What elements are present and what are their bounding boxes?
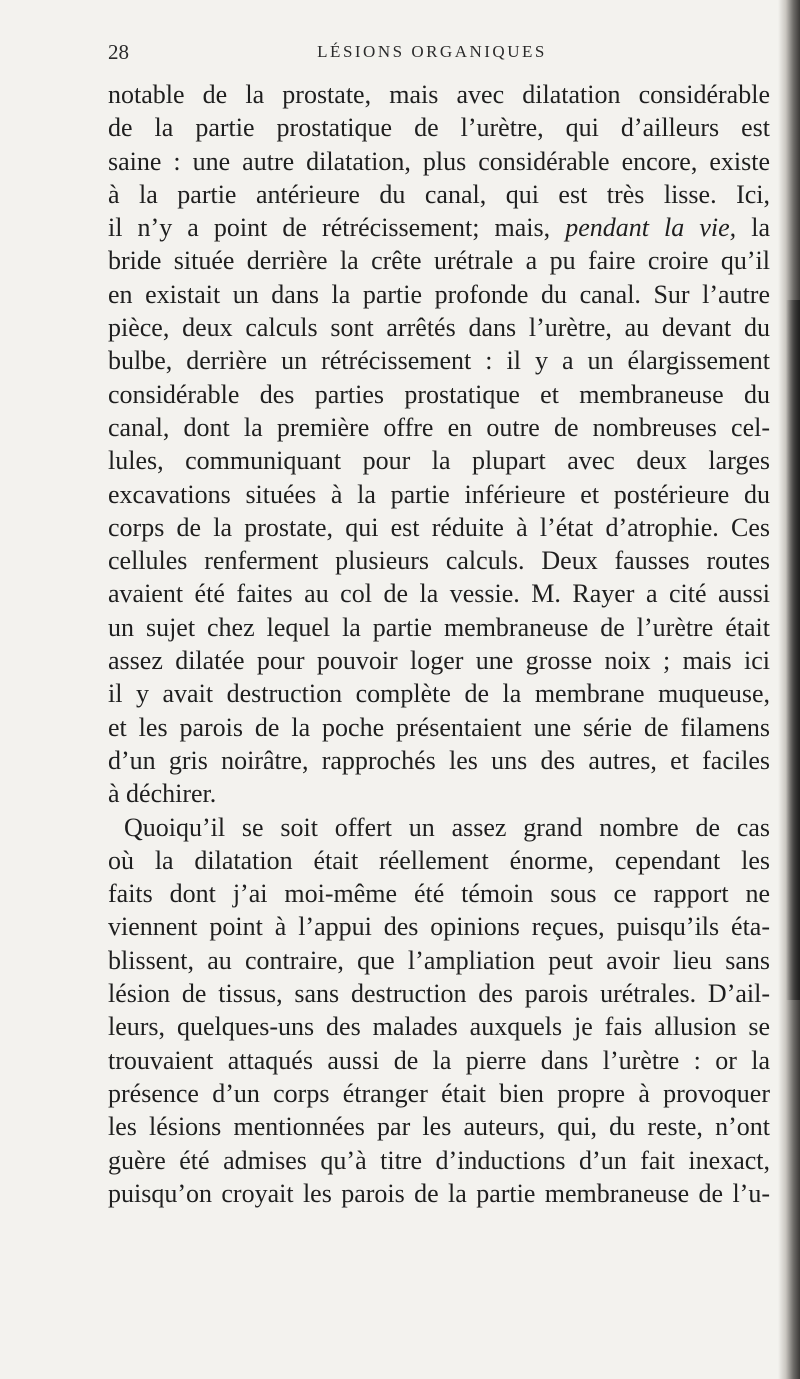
text-line <box>108 211 770 244</box>
text-line: bride située derrière la crête urétrale a pu faire croire qu’il <box>108 246 770 276</box>
text-segment: la <box>751 213 771 243</box>
text-line: où la dilatation était réellement énorme, cependant les <box>108 845 770 875</box>
text-line: à déchirer. <box>108 779 217 809</box>
text-line: trouvaient attaqués aussi de la pierre dans l’urètre : or la <box>108 1045 770 1075</box>
body-text <box>108 78 770 1210</box>
text-line: guère été admises qu’à titre d’inductions d’un fait inexact, <box>108 1145 770 1175</box>
text-line: les lésions mentionnées par les auteurs, qui, du reste, n’ont <box>108 1112 770 1142</box>
text-line: faits dont j’ai moi-même été témoin sous ce rapport ne <box>108 879 770 909</box>
text-line: canal, dont la première offre en outre de nombreuses cel- <box>108 412 770 442</box>
text-line: Quoiqu’il se soit offert un assez grand nombre de cas <box>124 812 770 842</box>
text-line: considérable des parties prostatique et membraneuse du <box>108 379 770 409</box>
text-line: puisqu’on croyait les parois de la partie membraneuse de l’u- <box>108 1178 770 1208</box>
text-segment: il n’y a point de rétrécissement; mais, <box>108 213 551 243</box>
text-line: assez dilatée pour pouvoir loger une grosse noix ; mais ici <box>108 646 770 676</box>
text-line: bulbe, derrière un rétrécissement : il y a un élargissement <box>108 346 770 376</box>
text-line: et les parois de la poche présentaient une série de filamens <box>108 712 770 742</box>
italic-phrase: pendant la vie, <box>565 213 737 243</box>
text-line: lésion de tissus, sans destruction des parois urétrales. D’ail- <box>108 979 770 1009</box>
text-line: corps de la prostate, qui est réduite à l’état d’atrophie. Ces <box>108 512 770 542</box>
text-line: présence d’un corps étranger était bien propre à provoquer <box>108 1078 770 1108</box>
text-line: d’un gris noirâtre, rapprochés les uns des autres, et faciles <box>108 745 770 775</box>
running-title: LÉSIONS ORGANIQUES <box>317 42 547 61</box>
page-number: 28 <box>108 40 129 64</box>
page-edge-shadow-dark <box>786 300 800 1000</box>
text-line: avaient été faites au col de la vessie. M. Rayer a cité aussi <box>108 579 770 609</box>
text-line: blissent, au contraire, que l’ampliation peut avoir lieu sans <box>108 945 770 975</box>
text-line: pièce, deux calculs sont arrêtés dans l’urètre, au devant du <box>108 313 770 343</box>
text-line: cellules renferment plusieurs calculs. Deux fausses routes <box>108 546 770 576</box>
text-line: leurs, quelques-uns des malades auxquels je fais allusion se <box>108 1012 770 1042</box>
text-line: à la partie antérieure du canal, qui est très lisse. Ici, <box>108 179 770 209</box>
text-line: en existait un dans la partie profonde du canal. Sur l’autre <box>108 279 770 309</box>
running-head <box>108 40 756 68</box>
text-line: viennent point à l’appui des opinions reçues, puisqu’ils éta- <box>108 912 770 942</box>
text-line: un sujet chez lequel la partie membraneuse de l’urètre était <box>108 612 770 642</box>
text-line: saine : une autre dilatation, plus considérable encore, existe <box>108 146 770 176</box>
text-line: excavations situées à la partie inférieure et postérieure du <box>108 479 770 509</box>
text-line: de la partie prostatique de l’urètre, qui d’ailleurs est <box>108 113 770 143</box>
text-line: il y avait destruction complète de la membrane muqueuse, <box>108 679 770 709</box>
text-line: notable de la prostate, mais avec dilatation considérable <box>108 80 770 109</box>
text-line: lules, communiquant pour la plupart avec deux larges <box>108 446 770 476</box>
